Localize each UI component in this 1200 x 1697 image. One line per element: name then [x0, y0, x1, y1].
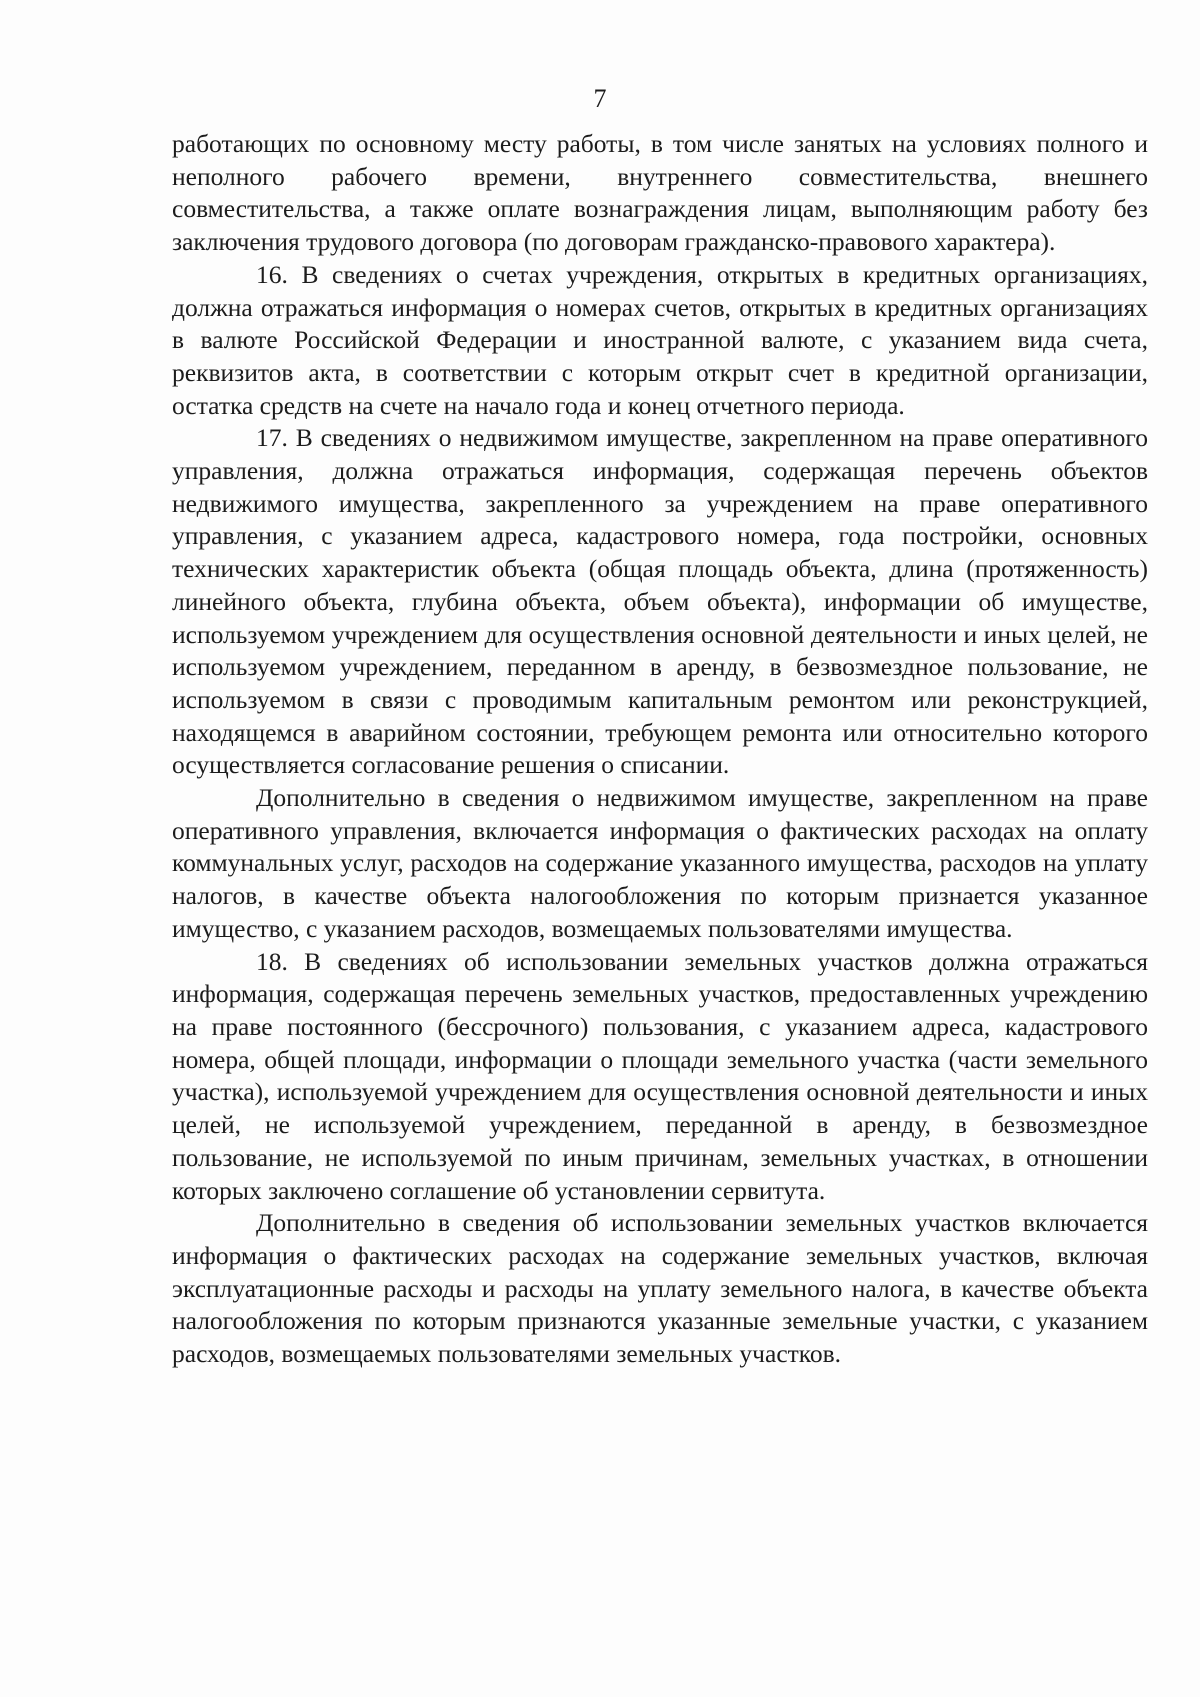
paragraph-item-16: 16. В сведениях о счетах учреждения, открытых в кредитных организациях, должна отражаться информация о номерах счетов, открытых в кредитных организациях в валюте Российской Федерации и иностранной валюте, с указанием вида счета, реквизитов акта, в соответствии с которым открыт счет в кредитной организации, остатка средств на счете на начало года и конец отчетного периода.: [172, 259, 1148, 420]
paragraph-item-17: 17. В сведениях о недвижимом имуществе, закрепленном на праве оперативного управления, должна отражаться информация, содержащая перечень объектов недвижимого имущества, закрепленного за учреждением на праве оперативного управления, с указанием адреса, кадастрового номера, года постройки, основных технических характеристик объекта (общая площадь объекта, длина (протяженность) линейного объекта, глубина объекта, объем объекта), информации об имуществе, используемом учреждением для осуществления основной деятельности и иных целей, не используемом учреждением, переданном в аренду, в безвозмездное пользование, не используемом в связи с проводимым капитальным ремонтом или реконструкцией, находящемся в аварийном состоянии, требующем ремонта или относительно которого осуществляется согласование решения о списании.: [172, 423, 1148, 780]
page-number: 7: [593, 84, 607, 113]
paragraph-item-18: 18. В сведениях об использовании земельных участков должна отражаться информация, содержащая перечень земельных участков, предоставленных учреждению на праве постоянного (бессрочного) пользования, с указанием адреса, кадастрового номера, общей площади, информации о площади земельного участка (части земельного участка), используемой учреждением для осуществления основной деятельности и иных целей, не используемой учреждением, переданной в аренду, в безвозмездное пользование, не используемой по иным причинам, земельных участках, в отношении которых заключено соглашение об установлении сервитута.: [172, 946, 1148, 1205]
paragraph-item-18-addition: Дополнительно в сведения об использовании земельных участков включается информация о фактических расходах на содержание земельных участков, включая эксплуатационные расходы и расходы на уплату земельного налога, в качестве объекта налогообложения по которым признаются указанные земельные участки, с указанием расходов, возмещаемых пользователями земельных участков.: [172, 1208, 1148, 1369]
paragraph-continuation: работающих по основному месту работы, в том числе занятых на условиях полного и неполного рабочего времени, внутреннего совместительства, внешнего совместительства, а также оплате вознаграждения лицам, выполняющим работу без заключения трудового договора (по договорам гражданско-правового характера).: [172, 129, 1148, 257]
document-body: [172, 128, 1148, 1371]
paragraph-item-17-addition: Дополнительно в сведения о недвижимом имуществе, закрепленном на праве оперативного управления, включается информация о фактических расходах на оплату коммунальных услуг, расходов на содержание указанного имущества, расходов на уплату налогов, в качестве объекта налогообложения по которым признается указанное имущество, с указанием расходов, возмещаемых пользователями имущества.: [172, 783, 1148, 943]
